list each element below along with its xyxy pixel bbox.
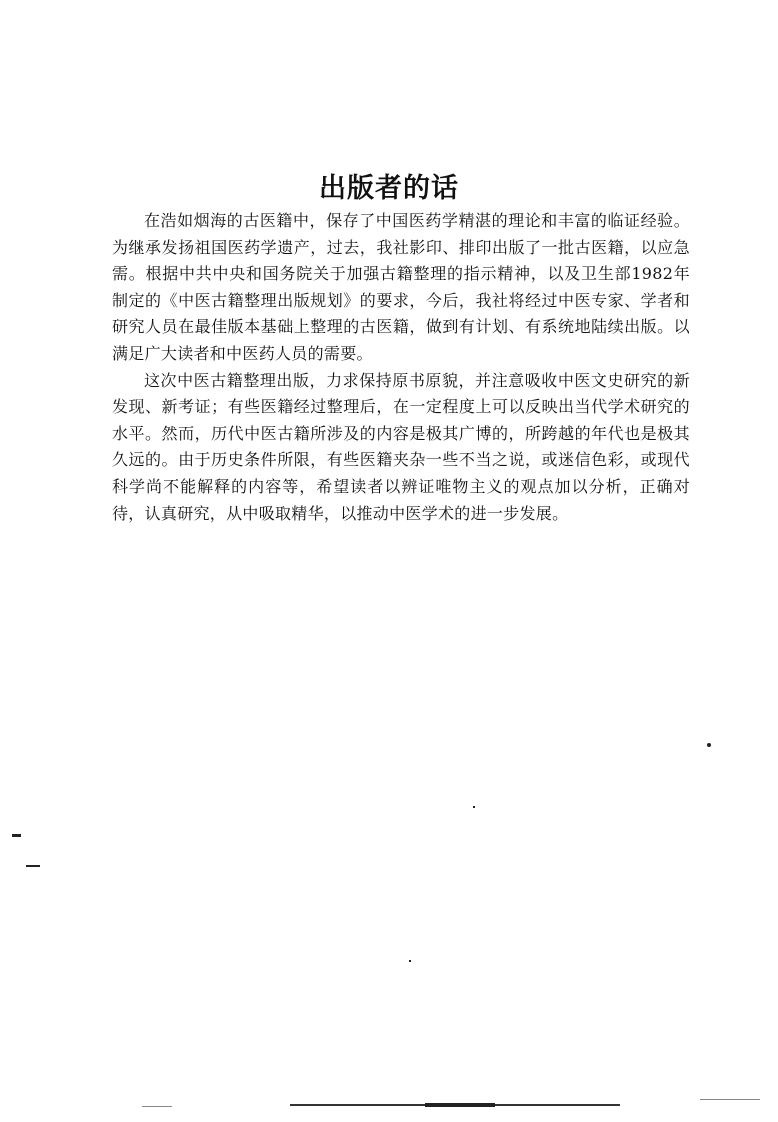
scan-speck	[409, 960, 411, 962]
paragraph-2: 这次中医古籍整理出版，力求保持原书原貌，并注意吸收中医文史研究的新发现、新考证；有些医籍经过整理后，在一定程度上可以反映出当代学术研究的水平。然而，历代中医古籍所涉及的内容是极其广博的，所跨越的年代也是极其久远的。由于历史条件所限，有些医籍夹杂一些不当之说，或迷信色彩，或现代科学尚不能解释的内容等，希望读者以辨证唯物主义的观点加以分析，正确对待，认真研究，从中吸取精华，以推动中医学术的进一步发展。	[112, 370, 690, 523]
body-text	[112, 208, 690, 527]
page-title: 出版者的话	[319, 173, 459, 205]
scan-speck	[700, 1099, 760, 1100]
scan-speck	[142, 1106, 172, 1107]
paragraph-1: 在浩如烟海的古医籍中，保存了中国医药学精湛的理论和丰富的临证经验。为继承发扬祖国医药学遗产，过去，我社影印、排印出版了一批古医籍，以应急需。根据中共中央和国务院关于加强古籍整理的指示精神，以及卫生部1982年制定的《中医古籍整理出版规划》的要求，今后，我社将经过中医专家、学者和研究人员在最佳版本基础上整理的古医籍，做到有计划、有系统地陆续出版。以满足广大读者和中医药人员的需要。	[112, 211, 690, 363]
scan-speck	[12, 834, 21, 837]
scan-edge-line	[425, 1103, 495, 1107]
scan-speck	[473, 806, 475, 808]
scan-speck	[707, 743, 711, 747]
scan-speck	[26, 865, 40, 867]
